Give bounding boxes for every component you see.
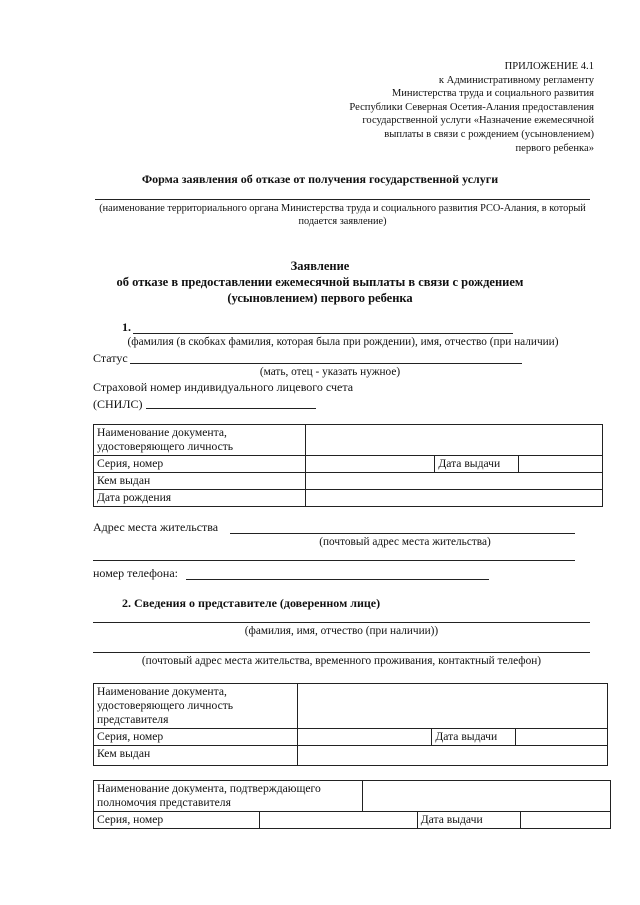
address-field-line2[interactable]: [93, 560, 575, 561]
phone-label: номер телефона:: [93, 566, 179, 580]
address-label: Адрес места жительства: [93, 520, 219, 534]
authority-doc-name-field[interactable]: [362, 781, 610, 812]
representative-address-caption: (почтовый адрес места жительства, временного проживания, контактный телефон): [141, 655, 542, 667]
series-label: Серия, номер: [94, 456, 306, 473]
status-label: Статус: [93, 351, 128, 365]
snils-label-line1: Страховой номер индивидуального лицевого счета: [93, 380, 354, 394]
rep-doc-name-field[interactable]: [297, 684, 607, 729]
appendix-header: [264, 60, 594, 155]
series-field[interactable]: [305, 456, 435, 473]
applicant-name-caption: (фамилия (в скобках фамилия, которая была при рождении), имя, отчество (при наличии): [127, 336, 559, 348]
application-subtitle-1: об отказе в предоставлении ежемесячной выплаты в связи с рождением: [116, 275, 524, 289]
rep-issue-date-field[interactable]: [516, 729, 608, 746]
representative-address-field[interactable]: [93, 652, 590, 653]
section2-title: 2. Сведения о представителе (доверенном лице): [122, 596, 381, 610]
application-title-main: Заявление: [290, 259, 350, 273]
form-title: Форма заявления об отказе от получения государственной услуги: [141, 172, 499, 186]
snils-field[interactable]: [146, 408, 316, 409]
authority-document-table: [93, 780, 611, 829]
birth-date-field[interactable]: [305, 490, 602, 507]
rep-series-label: Серия, номер: [94, 729, 298, 746]
rep-issued-by-field[interactable]: [297, 746, 607, 766]
appendix-line: Министерства труда и социального развития: [391, 88, 594, 100]
issue-date-field[interactable]: [519, 456, 603, 473]
appendix-line: первого ребенка»: [515, 142, 594, 154]
rep-doc-name-label: Наименование документа, удостоверяющего личность представителя: [94, 684, 298, 729]
issued-by-field[interactable]: [305, 473, 602, 490]
authority-divider: [417, 812, 418, 828]
application-title: [0, 258, 640, 306]
application-subtitle-2: (усыновлением) первого ребенка: [227, 291, 413, 305]
doc-name-field[interactable]: [305, 425, 602, 456]
phone-field[interactable]: [186, 579, 489, 580]
snils-label-line2: (СНИЛС): [93, 397, 143, 411]
address-caption: (почтовый адрес места жительства): [319, 536, 491, 548]
address-field[interactable]: [230, 533, 575, 534]
authority-series-label: Серия, номер: [94, 812, 260, 829]
representative-document-table: [93, 683, 608, 766]
authority-issue-date-label: Дата выдачи: [420, 813, 483, 826]
status-caption: (мать, отец - указать нужное): [259, 366, 401, 378]
appendix-line: государственной услуги «Назначение ежемесячной: [362, 115, 594, 127]
issued-by-label: Кем выдан: [94, 473, 306, 490]
authority-doc-name-label: Наименование документа, подтверждающего полномочия представителя: [94, 781, 363, 812]
appendix-line: ПРИЛОЖЕНИЕ 4.1: [504, 61, 594, 72]
authority-caption: (наименование территориального органа Министерства труда и социального развития РСО-Алания, в который подается заявление): [99, 203, 586, 227]
authority-issue-date-field[interactable]: [521, 812, 611, 829]
appendix-line: Республики Северная Осетия-Алания предоставления: [349, 101, 594, 113]
representative-name-caption: (фамилия, имя, отчество (при наличии)): [244, 625, 439, 637]
section1-number: 1.: [122, 320, 131, 334]
applicant-name-field[interactable]: [133, 333, 513, 334]
representative-name-field[interactable]: [93, 622, 590, 623]
rep-issued-by-label: Кем выдан: [94, 746, 298, 766]
appendix-line: к Административному регламенту: [438, 74, 594, 86]
rep-series-field[interactable]: [297, 729, 432, 746]
applicant-document-table: [93, 424, 603, 507]
status-field[interactable]: [130, 363, 522, 364]
birth-date-label: Дата рождения: [94, 490, 306, 507]
doc-name-label: Наименование документа, удостоверяющего личность: [94, 425, 306, 456]
appendix-line: выплаты в связи с рождением (усыновлением): [384, 128, 594, 140]
rep-issue-date-label: Дата выдачи: [432, 729, 516, 746]
authority-field[interactable]: [95, 199, 590, 200]
authority-series-field[interactable]: [259, 812, 520, 829]
issue-date-label: Дата выдачи: [435, 456, 519, 473]
